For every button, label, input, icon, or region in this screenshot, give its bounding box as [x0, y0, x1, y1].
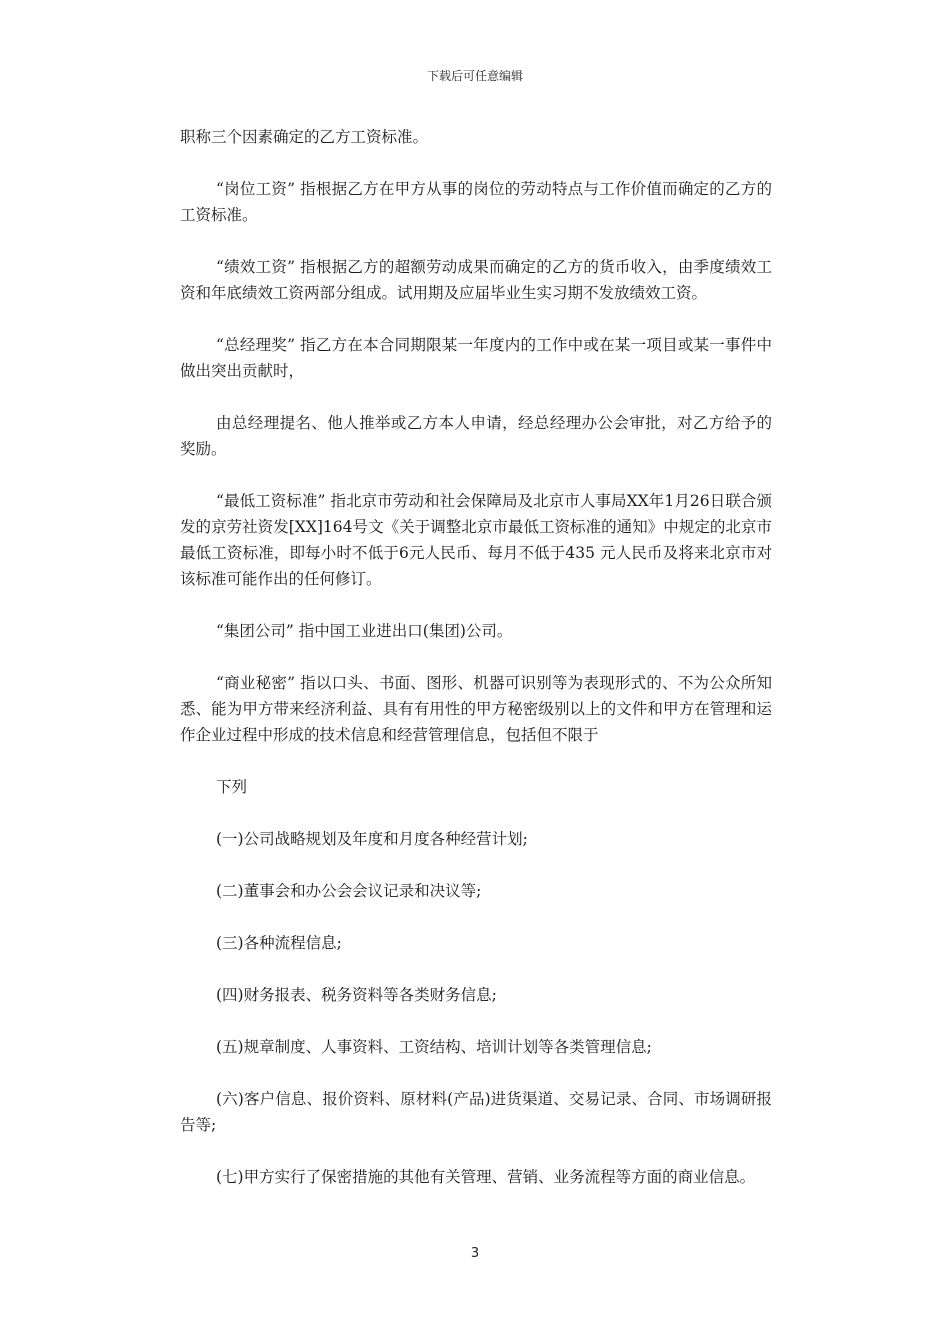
- list-item-7: (七)甲方实行了保密措施的其他有关管理、营销、业务流程等方面的商业信息。: [216, 1168, 756, 1186]
- page-header: 下载后可任意编辑: [426, 69, 523, 83]
- list-item-6: (六)客户信息、报价资料、原材料(产品)进货渠道、交易记录、合同、市场调研报告等;: [180, 1090, 772, 1134]
- list-item-3: (三)各种流程信息;: [216, 934, 342, 952]
- paragraph-position-salary: “岗位工资” 指根据乙方在甲方从事的岗位的劳动特点与工作价值而确定的乙方的工资标准。: [180, 180, 772, 224]
- paragraph-group-company: “集团公司” 指中国工业进出口(集团)公司。: [216, 622, 513, 640]
- page-number: 3: [470, 1246, 480, 1261]
- document-body: [180, 124, 772, 1216]
- paragraph-gm-award: “总经理奖” 指乙方在本合同期限某一年度内的工作中或在某一项目或某一事件中做出突出贡献时，: [180, 336, 772, 380]
- paragraph-following: 下列: [216, 778, 248, 796]
- list-item-5: (五)规章制度、人事资料、工资结构、培训计划等各类管理信息;: [216, 1038, 652, 1056]
- paragraph-continuation: 职称三个因素确定的乙方工资标准。: [180, 128, 429, 146]
- list-item-1: (一)公司战略规划及年度和月度各种经营计划;: [216, 830, 528, 848]
- paragraph-trade-secret: “商业秘密” 指以口头、书面、图形、机器可识别等为表现形式的、不为公众所知悉、能为甲方带来经济利益、具有有用性的甲方秘密级别以上的文件和甲方在管理和运作企业过程中形成的技术信息和经营管理信息，包括但不限于: [180, 674, 772, 744]
- paragraph-minimum-wage: “最低工资标准” 指北京市劳动和社会保障局及北京市人事局XX年1月26日联合颁发的京劳社资发[XX]164号文《关于调整北京市最低工资标准的通知》中规定的北京市最低工资标准，即每小时不低于6元人民币、每月不低于435 元人民币及将来北京市对该标准可能作出的任何修订。: [180, 492, 772, 588]
- list-item-2: (二)董事会和办公会会议记录和决议等;: [216, 882, 482, 900]
- list-item-4: (四)财务报表、税务资料等各类财务信息;: [216, 986, 497, 1004]
- paragraph-performance-salary: “绩效工资” 指根据乙方的超额劳动成果而确定的乙方的货币收入，由季度绩效工资和年底绩效工资两部分组成。试用期及应届毕业生实习期不发放绩效工资。: [180, 258, 772, 302]
- paragraph-award-nomination: 由总经理提名、他人推举或乙方本人申请，经总经理办公会审批，对乙方给予的奖励。: [180, 414, 772, 458]
